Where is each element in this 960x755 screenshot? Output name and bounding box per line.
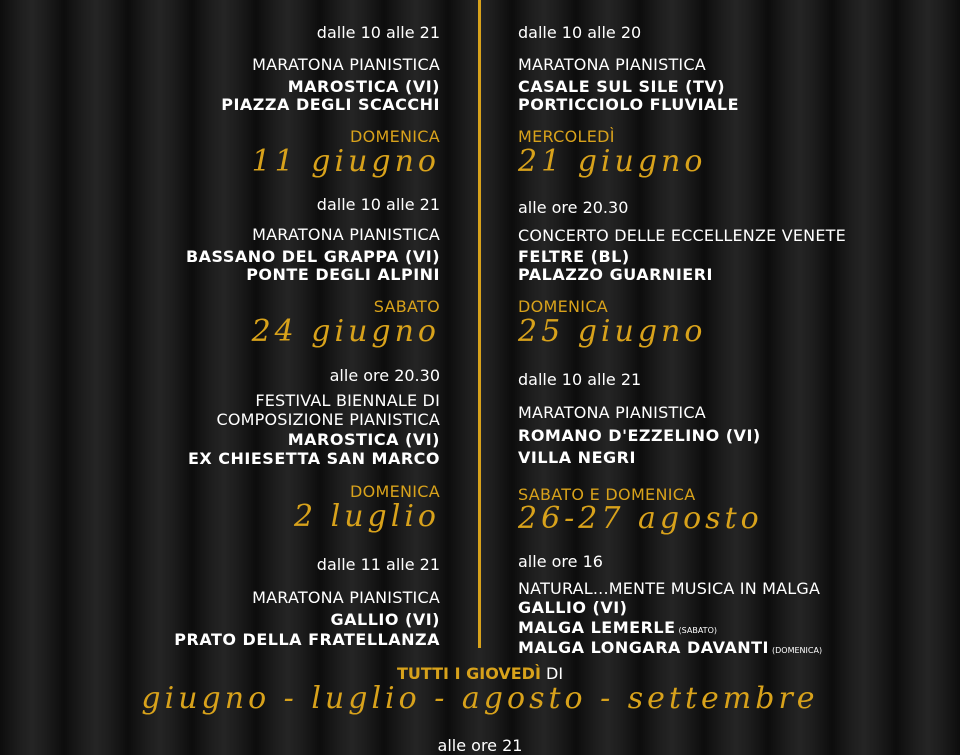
event-venue: PIAZZA DEGLI SCACCHI <box>221 95 440 114</box>
event-time: dalle 10 alle 21 <box>316 195 440 214</box>
event-time: dalle 10 alle 21 <box>316 23 440 42</box>
event-day: SABATO <box>373 297 440 316</box>
event-time: alle ore 20.30 <box>518 198 629 217</box>
event-venue-alt <box>518 640 822 656</box>
event-place: CASALE SUL SILE (TV) <box>518 77 726 96</box>
event-day: DOMENICA <box>349 482 440 501</box>
event-venue <box>518 620 717 636</box>
event-date: 25 giugno <box>518 314 707 349</box>
footer-heading <box>0 666 960 682</box>
event-title: MARATONA PIANISTICA <box>252 588 440 607</box>
event-day: SABATO E DOMENICA <box>518 485 696 504</box>
event-date: 24 giugno <box>251 314 440 349</box>
event-title: MARATONA PIANISTICA <box>518 55 706 74</box>
event-title: NATURAL...MENTE MUSICA IN MALGA <box>518 579 821 598</box>
footer-months: giugno - luglio - agosto - settembre <box>141 681 819 716</box>
footer-heading-gold: TUTTI I GIOVEDÌ <box>396 664 541 683</box>
center-divider <box>478 0 481 648</box>
event-title: MARATONA PIANISTICA <box>518 403 706 422</box>
event-day: DOMENICA <box>518 297 609 316</box>
place-text: GALLIO (VI) <box>518 598 628 617</box>
event-place: MAROSTICA (VI) <box>287 430 440 449</box>
event-date: 21 giugno <box>518 144 707 179</box>
event-time: alle ore 16 <box>518 552 603 571</box>
event-venue: PALAZZO GUARNIERI <box>518 265 713 284</box>
event-venue: PRATO DELLA FRATELLANZA <box>174 630 440 649</box>
venue-alt-text: MALGA LONGARA DAVANTI <box>518 638 770 657</box>
event-time: dalle 10 alle 20 <box>518 23 642 42</box>
event-date: 2 luglio <box>294 499 440 534</box>
footer-time: alle ore 21 <box>437 736 523 755</box>
event-place: MAROSTICA (VI) <box>287 77 440 96</box>
event-time: dalle 11 alle 21 <box>316 555 440 574</box>
event-date: 26-27 agosto <box>518 501 763 536</box>
event-time: alle ore 20.30 <box>329 366 440 385</box>
event-day: DOMENICA <box>349 127 440 146</box>
event-title: FESTIVAL BIENNALE DI <box>255 391 440 410</box>
venue-text: MALGA LEMERLE <box>518 618 676 637</box>
event-date: 11 giugno <box>251 144 440 179</box>
event-title: MARATONA PIANISTICA <box>252 225 440 244</box>
venue-alt-note: (DOMENICA) <box>772 646 823 655</box>
right-column <box>518 0 958 657</box>
event-venue: EX CHIESETTA SAN MARCO <box>187 449 440 468</box>
event-place: ROMANO D'EZZELINO (VI) <box>518 426 761 445</box>
event-venue: VILLA NEGRI <box>518 448 636 467</box>
event-venue: PONTE DEGLI ALPINI <box>246 265 440 284</box>
event-place: BASSANO DEL GRAPPA (VI) <box>185 247 440 266</box>
event-place <box>518 600 628 616</box>
event-place: FELTRE (BL) <box>518 247 630 266</box>
event-title-line2: COMPOSIZIONE PIANISTICA <box>216 410 440 429</box>
left-column <box>0 0 440 650</box>
event-day: MERCOLEDÌ <box>518 127 615 146</box>
footer-heading-white: DI <box>546 664 564 683</box>
event-place: GALLIO (VI) <box>330 610 440 629</box>
venue-note: (SABATO) <box>678 626 717 635</box>
event-title: MARATONA PIANISTICA <box>252 55 440 74</box>
event-title: CONCERTO DELLE ECCELLENZE VENETE <box>518 226 846 245</box>
event-time: dalle 10 alle 21 <box>518 370 642 389</box>
event-venue: PORTICCIOLO FLUVIALE <box>518 95 740 114</box>
